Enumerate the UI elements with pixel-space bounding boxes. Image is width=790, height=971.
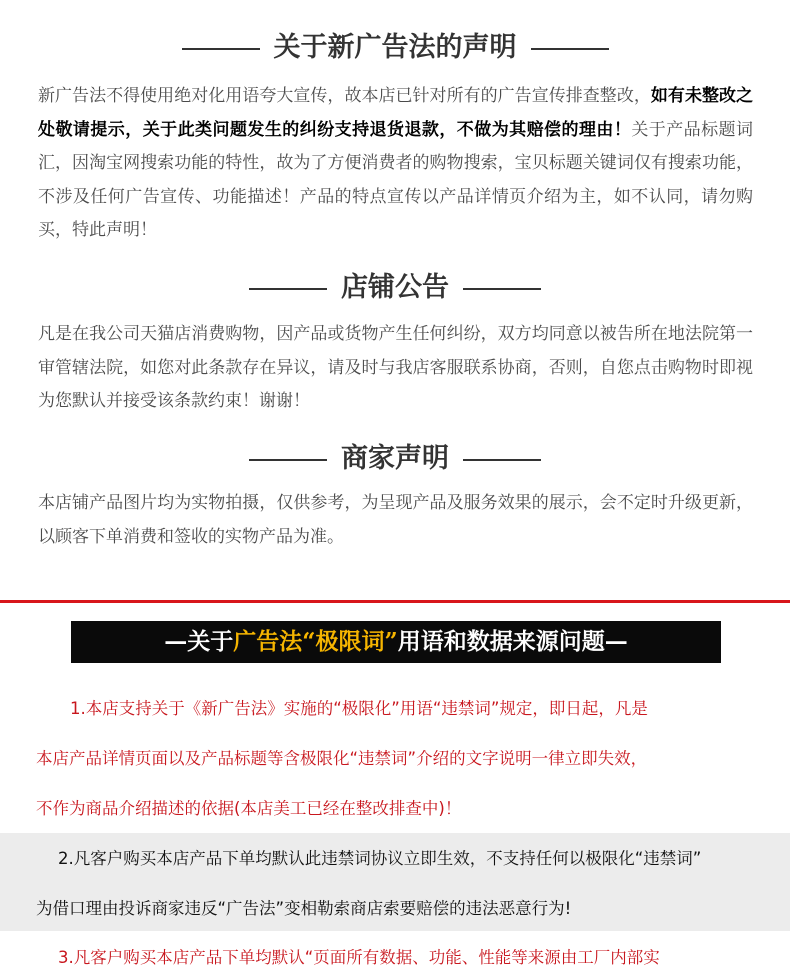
title-right-rule	[463, 459, 541, 461]
store-notice-title: 店铺公告	[341, 272, 449, 303]
store-notice-heading	[0, 271, 790, 305]
banner-suffix: 用语和数据来源问题—	[397, 628, 628, 655]
rule-2-line-1: 2.凡客户购买本店产品下单均默认此违禁词协议立即生效，不支持任何以极限化“违禁词”	[58, 849, 702, 868]
rule-1-line-3: 不作为商品介绍描述的依据(本店美工已经在整改排查中)！	[36, 799, 462, 818]
title-right-rule	[531, 48, 609, 50]
banner-highlight: 广告法“极限词”	[233, 628, 398, 655]
store-notice-paragraph: 凡是在我公司天猫店消费购物，因产品或货物产生任何纠纷，双方均同意以被告所在地法院第一审管辖法院，如您对此条款存在异议，请及时与我店客服联系协商，否则，自您点击购物时即视为您默认并接受该条款约束！谢谢！	[38, 324, 753, 411]
ad-law-text-1: 新广告法不得使用绝对化用语夸大宣传，故本店已针对所有的广告宣传排查整改，	[38, 86, 651, 106]
ad-law-heading	[0, 31, 790, 65]
title-left-rule	[249, 459, 327, 461]
ad-law-bold-text: 如有未整改之处敬请提示，关于此类问题发生的纠纷支持退货退款，不做为其赔偿的理由！	[38, 86, 754, 140]
title-right-rule	[463, 288, 541, 290]
title-left-rule	[182, 48, 260, 50]
rule-1-line-1: 1.本店支持关于《新广告法》实施的“极限化”用语“违禁词”规定，即日起，凡是	[70, 699, 648, 718]
rule-3-line-1: 3.凡客户购买本店产品下单均默认“页面所有数据、功能、性能等来源由工厂内部实	[58, 948, 660, 967]
banner-prefix: —关于	[164, 628, 234, 655]
merchant-title: 商家声明	[341, 443, 449, 474]
extreme-words-banner	[71, 621, 721, 663]
ad-law-text-2: 关于产品标题词汇，因淘宝网搜索功能的特性，故为了方便消费者的购物搜索，宝贝标题关键词仅有搜索功能，不涉及任何广告宣传、功能描述！产品的特点宣传以产品详情页介绍为主，如不认同，请勿购买，特此声明！	[38, 119, 754, 240]
merchant-heading	[0, 442, 790, 476]
red-divider	[0, 600, 790, 603]
ad-law-paragraph	[38, 80, 753, 248]
rule-1-line-2: 本店产品详情页面以及产品标题等含极限化“违禁词”介绍的文字说明一律立即失效，	[36, 749, 648, 768]
merchant-paragraph: 本店铺产品图片均为实物拍摄，仅供参考，为呈现产品及服务效果的展示，会不定时升级更新，以顾客下单消费和签收的实物产品为准。	[38, 493, 753, 547]
ad-law-title: 关于新广告法的声明	[273, 32, 517, 63]
title-left-rule	[249, 288, 327, 290]
rule-2-line-2: 为借口理由投诉商家违反“广告法”变相勒索商店索要赔偿的违法恶意行为!	[36, 899, 572, 918]
